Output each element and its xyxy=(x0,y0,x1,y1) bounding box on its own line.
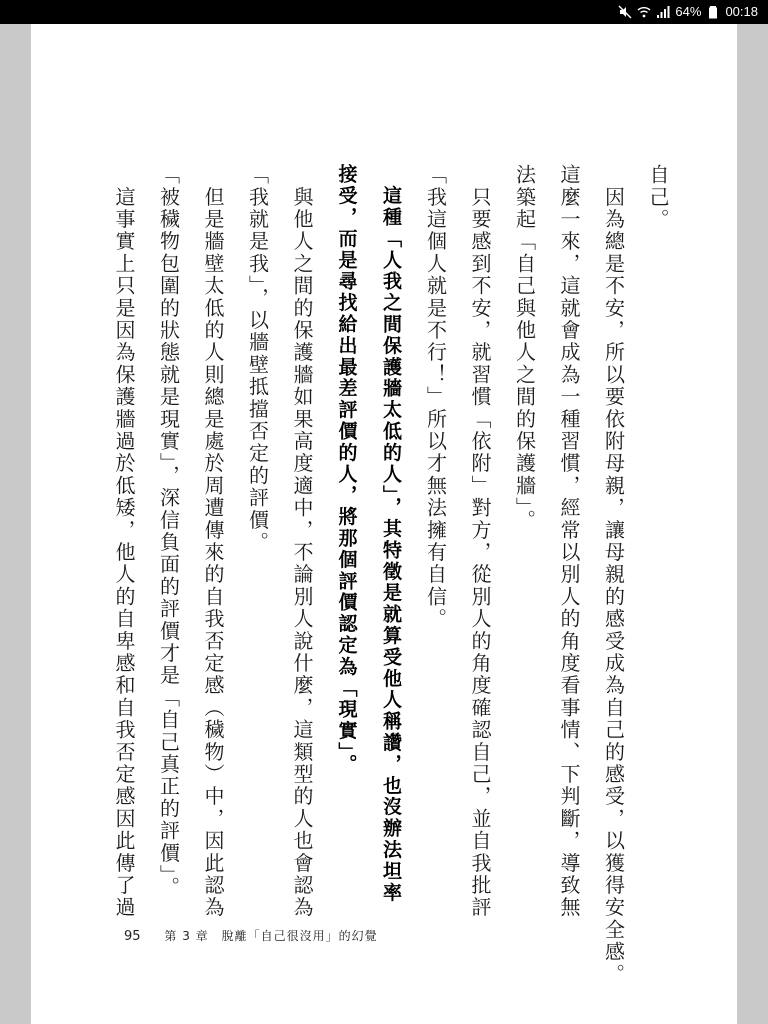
battery-percent: 64% xyxy=(675,4,702,19)
signal-icon xyxy=(656,5,670,19)
text-column: 法築起「自己與他人之間的保護牆」。 xyxy=(512,164,537,532)
text-column: 這麼一來，這就會成為一種習慣，經常以別人的角度看事情、下判斷，導致無 xyxy=(557,164,581,919)
battery-icon xyxy=(706,5,720,19)
book-page xyxy=(31,24,737,1024)
text-column: 因為總是不安，所以要依附母親，讓母親的感受成為自己的感受，以獲得安全感。 xyxy=(601,164,626,986)
text-column: 自己。 xyxy=(646,164,670,231)
text-column: 「我就是我」，以牆壁抵擋否定的評價。 xyxy=(245,164,270,554)
text-column: 接受，而是尋找給出最差評價的人，將那個評價認定為「現實」。 xyxy=(335,164,358,776)
text-column: 「被穢物包圍的狀態就是現實」，深信負面的評價才是「自己真正的評價」。 xyxy=(156,164,181,899)
chapter-title: 第 3 章 脫離「自己很沒用」的幻覺 xyxy=(164,929,378,943)
status-right xyxy=(618,4,758,19)
text-column: 這種「人我之間保護牆太低的人」，其特徵是就算受他人稱讚，也沒辦法坦率 xyxy=(380,164,402,904)
clock: 00:18 xyxy=(725,4,758,19)
text-column: 「我這個人就是不行！」所以才無法擁有自信。 xyxy=(423,164,448,631)
mute-icon xyxy=(618,5,632,19)
text-column: 但是牆壁太低的人則總是處於周遭傳來的自我否定感（穢物）中，因此認為 xyxy=(201,164,225,919)
page-number: 95 xyxy=(124,929,141,944)
text-column: 這事實上只是因為保護牆過於低矮，他人的自卑感和自我否定感因此傳了過 xyxy=(112,164,136,919)
wifi-icon xyxy=(637,5,651,19)
text-column: 與他人之間的保護牆如果高度適中，不論別人說什麼，這類型的人也會認為 xyxy=(290,164,314,919)
text-column: 只要感到不安，就習慣「依附」對方，從別人的角度確認自己，並自我批評 xyxy=(468,164,492,919)
status-bar xyxy=(0,0,768,24)
page-footer xyxy=(124,927,378,944)
